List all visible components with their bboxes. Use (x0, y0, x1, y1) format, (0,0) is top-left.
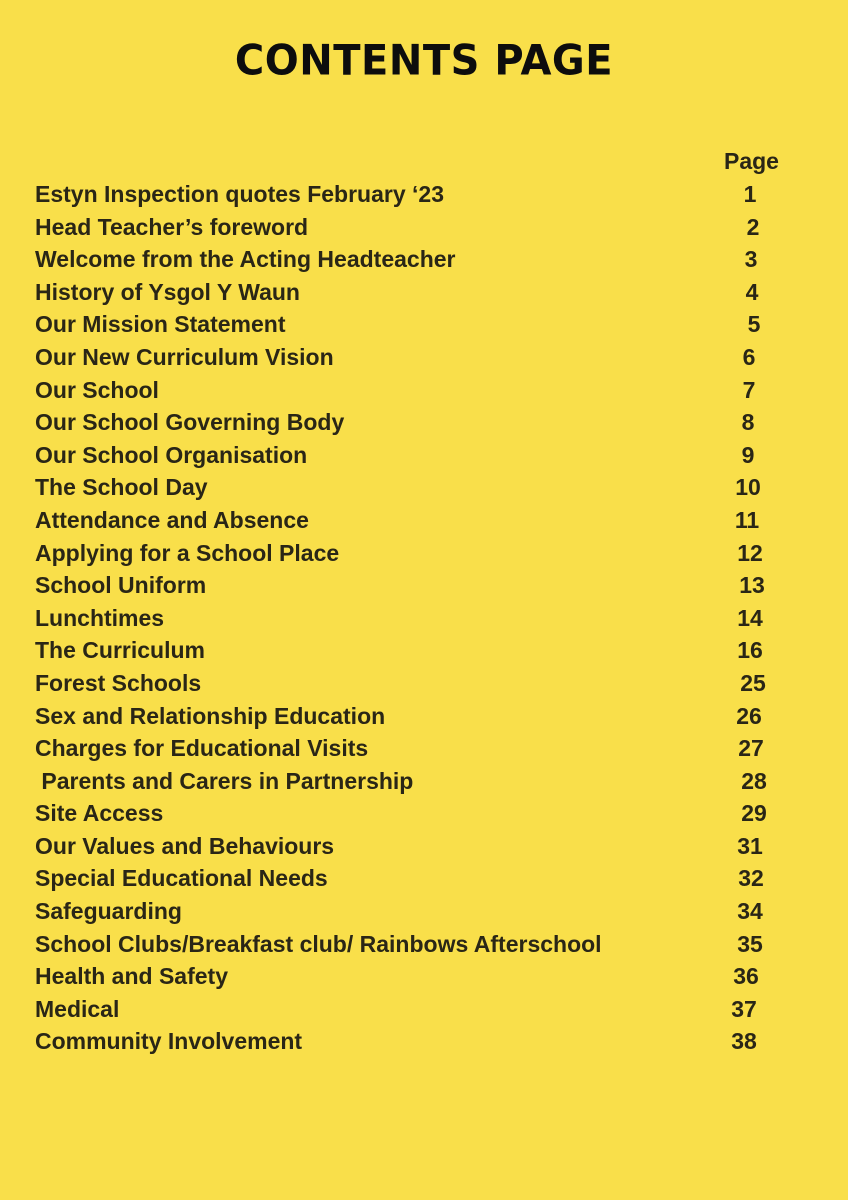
entry-page-number: 29 (741, 800, 767, 827)
entry-label: Community Involvement (35, 1028, 303, 1055)
entry-page-number: 25 (740, 669, 766, 696)
entry-page-number: 35 (737, 930, 763, 957)
contents-entry[interactable] (35, 439, 815, 472)
entry-label: Attendance and Absence (35, 506, 309, 533)
entry-page-number: 38 (731, 1028, 757, 1055)
entry-page-number: 1 (743, 181, 757, 207)
contents-entry[interactable] (35, 895, 815, 928)
contents-entry[interactable] (35, 797, 815, 830)
entry-label: Our New Curriculum Vision (35, 343, 334, 370)
contents-entry[interactable] (35, 243, 815, 276)
entry-label: Site Access (35, 800, 164, 827)
entry-page-number: 6 (742, 343, 756, 370)
entry-page-number: 4 (745, 278, 759, 305)
contents-entry[interactable] (35, 634, 815, 667)
entry-page-number: 28 (741, 767, 767, 794)
entry-label: Safeguarding (35, 898, 182, 925)
entry-label: Our Mission Statement (35, 311, 286, 338)
contents-list (35, 178, 815, 1058)
page-column-header: Page (724, 148, 779, 174)
entry-label: Our School Governing Body (35, 409, 345, 436)
contents-entry[interactable] (35, 211, 815, 244)
entry-page-number: 8 (741, 409, 755, 436)
entry-label: Applying for a School Place (35, 539, 340, 566)
contents-entry[interactable] (35, 602, 815, 635)
entry-label: Charges for Educational Visits (35, 735, 369, 762)
entry-label: The School Day (35, 474, 208, 501)
contents-entry[interactable] (35, 667, 815, 700)
entry-label: Special Educational Needs (35, 865, 328, 892)
entry-label: Forest Schools (35, 669, 202, 696)
contents-entry[interactable] (35, 341, 815, 374)
contents-entry[interactable] (35, 308, 815, 341)
contents-entry[interactable] (35, 276, 815, 309)
entry-page-number: 5 (747, 311, 761, 338)
entry-label: Sex and Relationship Education (35, 702, 386, 729)
entry-page-number: 37 (731, 995, 757, 1022)
entry-label: Lunchtimes (35, 604, 165, 631)
entry-label: History of Ysgol Y Waun (35, 278, 300, 305)
entry-label: Parents and Carers in Partnership (35, 767, 414, 794)
contents-entry[interactable] (35, 504, 815, 537)
contents-entry[interactable] (35, 700, 815, 733)
contents-entry[interactable] (35, 537, 815, 570)
entry-page-number: 31 (737, 832, 763, 859)
entry-page-number: 16 (737, 637, 763, 664)
entry-page-number: 34 (737, 898, 763, 925)
contents-entry[interactable] (35, 178, 815, 211)
entry-page-number: 32 (738, 865, 764, 892)
entry-label: Our School (35, 376, 159, 403)
entry-page-number: 10 (735, 474, 761, 501)
entry-page-number: 9 (741, 441, 755, 468)
contents-entry[interactable] (35, 960, 815, 993)
entry-page-number: 36 (733, 963, 759, 990)
entry-page-number: 11 (734, 506, 760, 533)
entry-label: Head Teacher’s foreword (35, 213, 309, 240)
entry-page-number: 14 (737, 604, 763, 631)
entry-label: Health and Safety (35, 963, 228, 990)
entry-label: School Clubs/Breakfast club/ Rainbows Afterschool (35, 930, 602, 957)
contents-entry[interactable] (35, 830, 815, 863)
contents-entry[interactable] (35, 406, 815, 439)
entry-page-number: 13 (739, 572, 765, 599)
entry-label: Our Values and Behaviours (35, 832, 335, 859)
contents-entry[interactable] (35, 1025, 815, 1058)
contents-entry[interactable] (35, 732, 815, 765)
entry-page-number: 3 (744, 246, 758, 273)
entry-page-number: 26 (736, 702, 762, 729)
entry-label: Welcome from the Acting Headteacher (35, 246, 456, 273)
entry-label: School Uniform (35, 572, 207, 599)
entry-page-number: 7 (742, 376, 756, 403)
entry-label: Our School Organisation (35, 441, 308, 468)
contents-entry[interactable] (35, 862, 815, 895)
entry-page-number: 12 (737, 539, 763, 566)
contents-entry[interactable] (35, 569, 815, 602)
contents-entry[interactable] (35, 374, 815, 407)
entry-label: The Curriculum (35, 637, 205, 664)
contents-entry[interactable] (35, 928, 815, 961)
contents-entry[interactable] (35, 993, 815, 1026)
entry-page-number: 27 (738, 735, 764, 762)
entry-page-number: 2 (746, 213, 760, 240)
entry-label: Estyn Inspection quotes February ‘23 (35, 181, 444, 207)
page-title: CONTENTS PAGE (234, 36, 614, 86)
contents-entry[interactable] (35, 765, 815, 798)
entry-label: Medical (35, 995, 120, 1022)
contents-entry[interactable] (35, 471, 815, 504)
